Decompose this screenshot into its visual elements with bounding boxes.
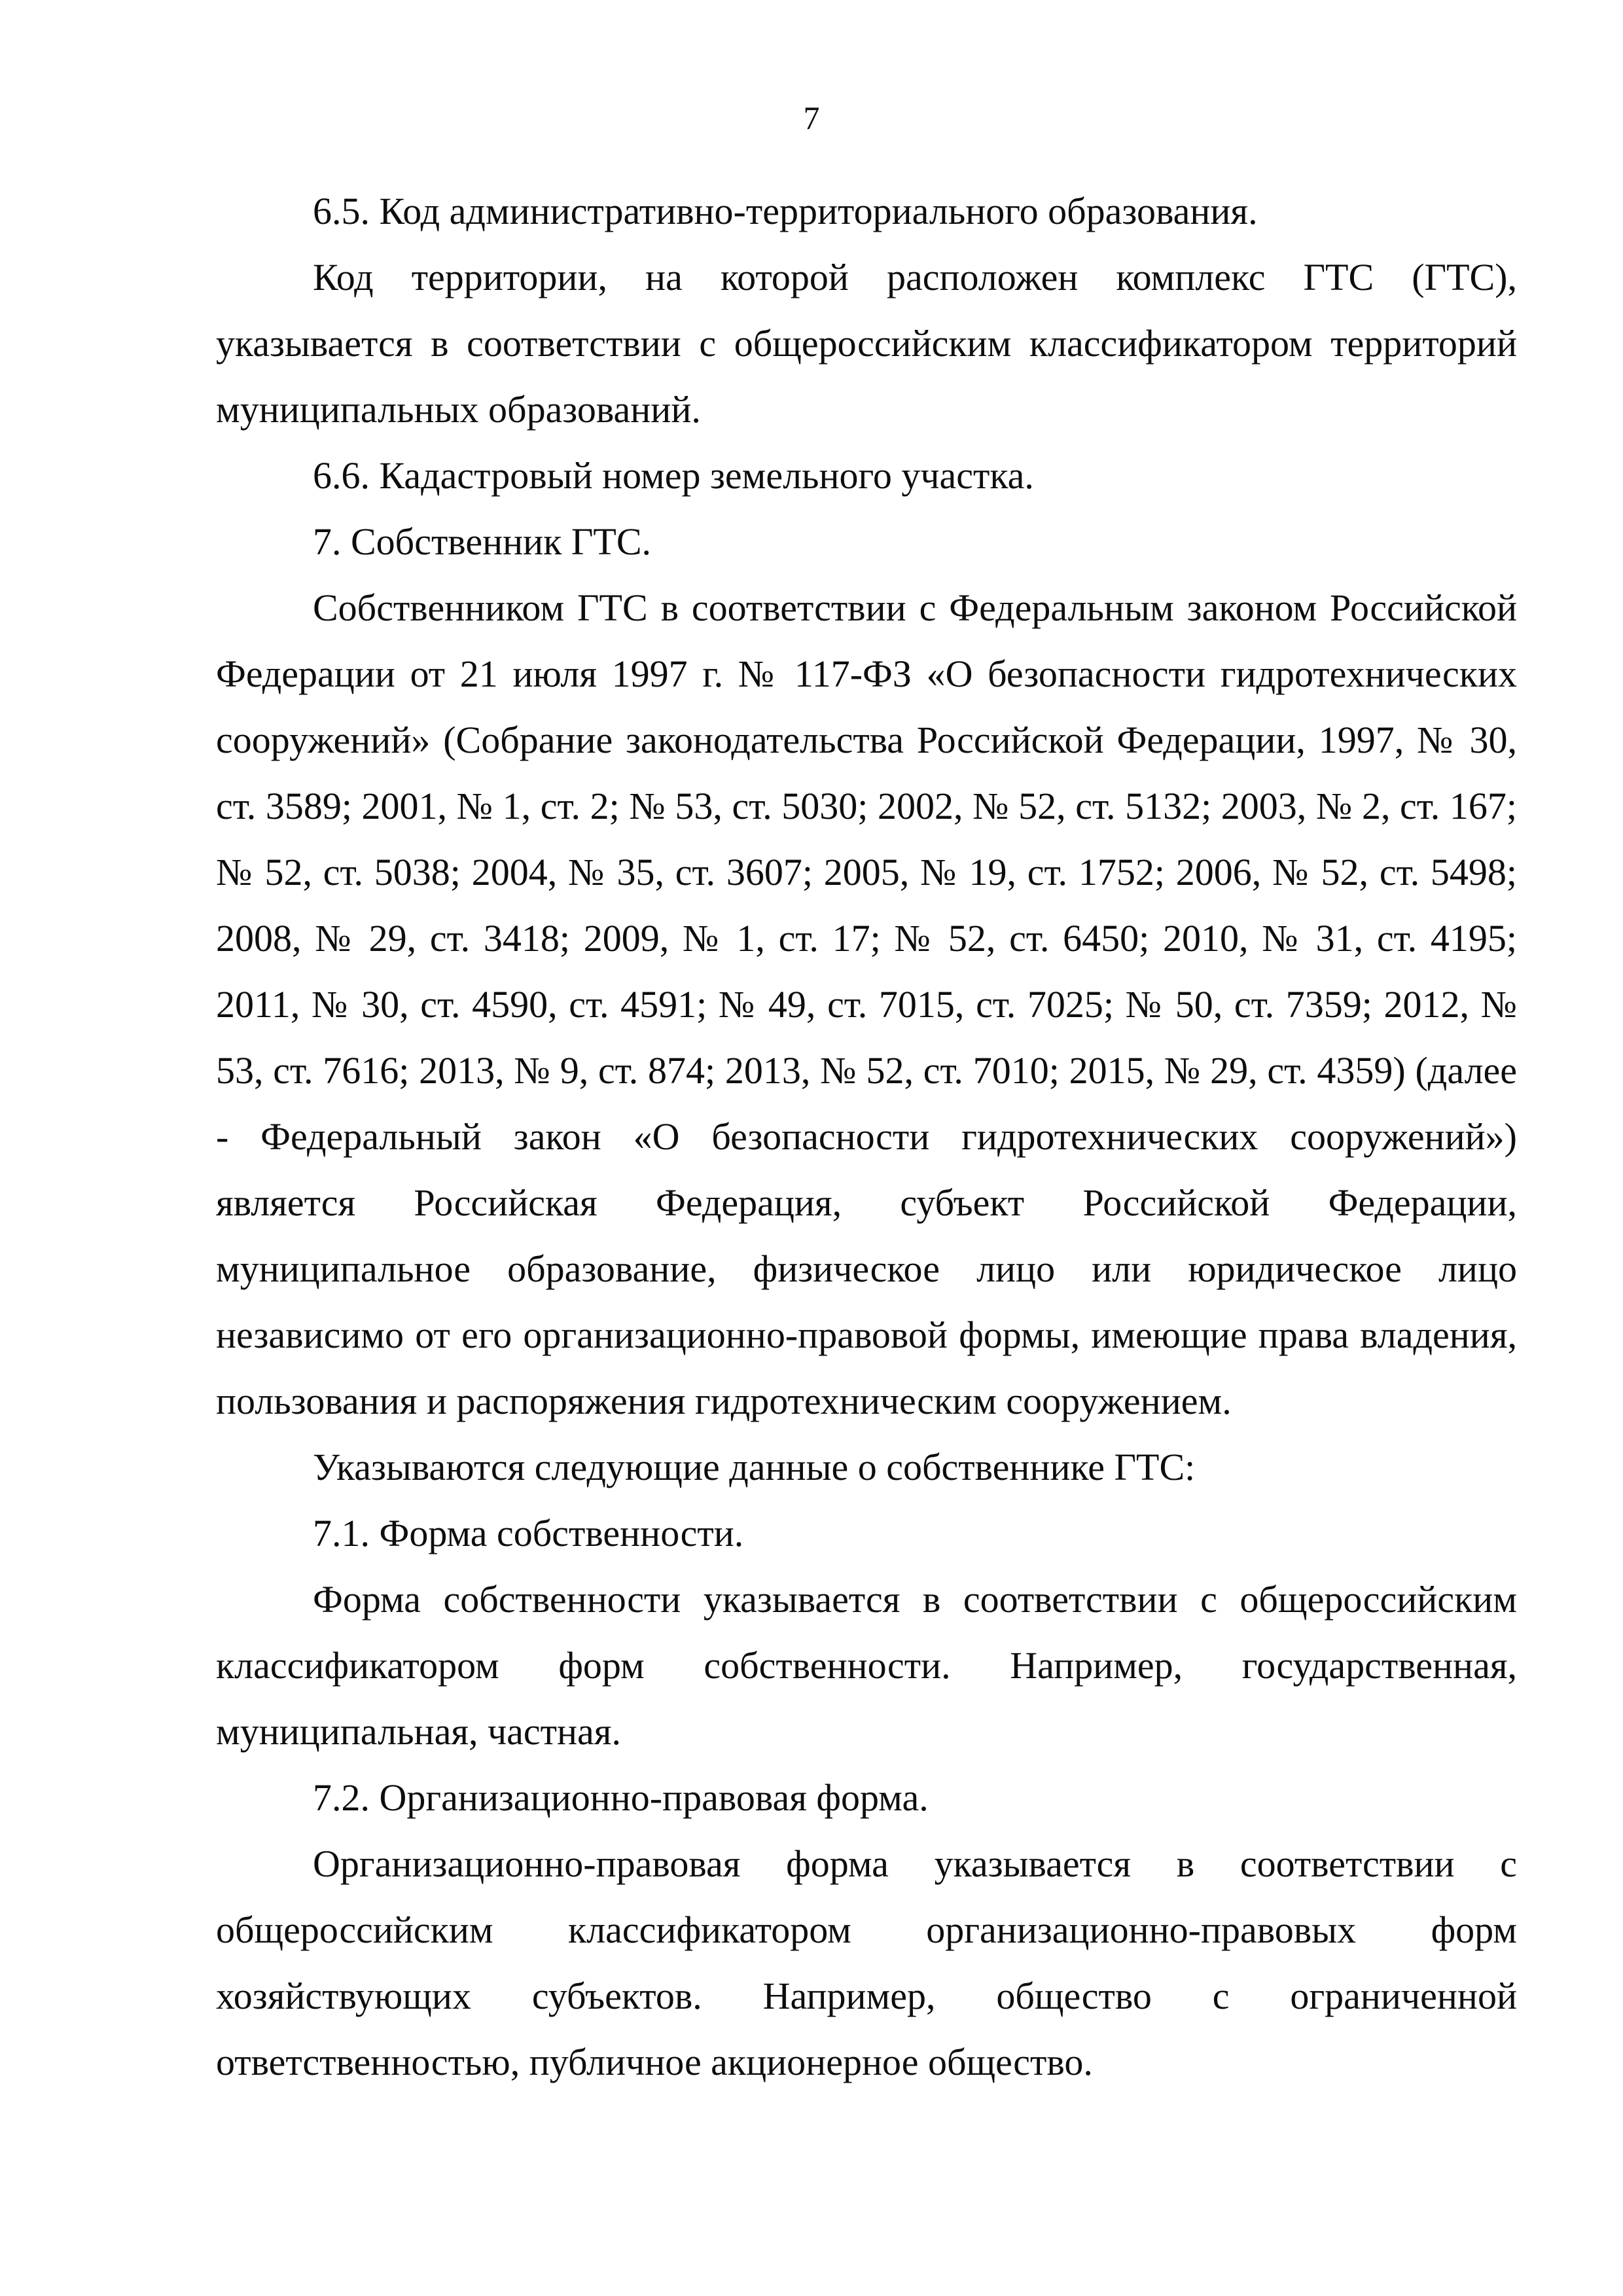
- section-6-5-heading: 6.5. Код административно-территориального образования.: [313, 190, 1258, 232]
- owner-data-intro: Указываются следующие данные о собственнике ГТС:: [313, 1446, 1196, 1488]
- section-7-1-heading: 7.1. Форма собственности.: [313, 1512, 744, 1554]
- document-body: [216, 178, 1517, 2095]
- territory-code-paragraph: Код территории, на которой расположен комплекс ГТС (ГТС), указывается в соответствии с общероссийским классификатором территорий муниципальных образований.: [216, 256, 1517, 431]
- ownership-form-paragraph: Форма собственности указывается в соответствии с общероссийским классификатором форм собственности. Например, государственная, муниципальная, частная.: [216, 1578, 1517, 1753]
- legal-form-paragraph: Организационно-правовая форма указывается в соответствии с общероссийским классификатором организационно-правовых форм хозяйствующих субъектов. Например, общество с ограниченной ответственностью, публичное акционерное общество.: [216, 1842, 1517, 2083]
- section-7-heading: 7. Собственник ГТС.: [313, 520, 652, 563]
- page-number: 7: [803, 99, 820, 136]
- section-7-2-heading: 7.2. Организационно-правовая форма.: [313, 1776, 929, 1819]
- owner-definition-paragraph: Собственником ГТС в соответствии с Федеральным законом Российской Федерации от 21 июля 1997 г. № 117-ФЗ «О безопасности гидротехнических сооружений» (Собрание законодательства Российской Федерации, 1997, № 30, ст. 3589; 2001, № 1, ст. 2; № 53, ст. 5030; 2002, № 52, ст. 5132; 2003, № 2, ст. 167; № 52, ст. 5038; 2004, № 35, ст. 3607; 2005, № 19, ст. 1752; 2006, № 52, ст. 5498; 2008, № 29, ст. 3418; 2009, № 1, ст. 17; № 52, ст. 6450; 2010, № 31, ст. 4195; 2011, № 30, ст. 4590, ст. 4591; № 49, ст. 7015, ст. 7025; № 50, ст. 7359; 2012, № 53, ст. 7616; 2013, № 9, ст. 874; 2013, № 52, ст. 7010; 2015, № 29, ст. 4359) (далее - Федеральный закон «О безопасности гидротехнических сооружений») является Российская Федерация, субъект Российской Федерации, муниципальное образование, физическое лицо или юридическое лицо независимо от его организационно-правовой формы, имеющие права владения, пользования и распоряжения гидротехническим сооружением.: [216, 586, 1517, 1422]
- section-6-6-heading: 6.6. Кадастровый номер земельного участка.: [313, 454, 1034, 497]
